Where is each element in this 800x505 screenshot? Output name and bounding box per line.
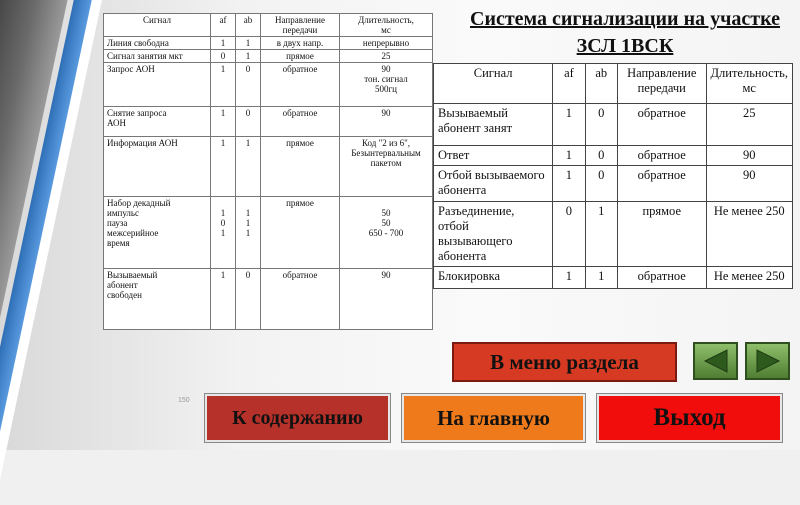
cell-duration: 90 — [706, 146, 793, 166]
header-duration: Длительность, мс — [706, 64, 793, 104]
cell-direction: обратное — [617, 267, 706, 289]
right-signal-table — [433, 63, 793, 289]
cell-signal: Информация АОН — [104, 137, 211, 197]
cell-af: 1 — [553, 166, 585, 202]
header-signal: Сигнал — [434, 64, 553, 104]
cell-signal: Вызываемый абонент свободен — [104, 269, 211, 330]
header-duration: Длительность, мс — [340, 14, 433, 37]
header-ab: ab — [585, 64, 617, 104]
section-menu-button[interactable]: В меню раздела — [452, 342, 677, 382]
cell-direction: прямое — [261, 197, 340, 269]
cell-duration: 50 50 650 - 700 — [340, 197, 433, 269]
cell-direction: обратное — [617, 166, 706, 202]
exit-button[interactable]: Выход — [597, 394, 782, 442]
table-row — [104, 269, 433, 330]
cell-duration: 90 — [340, 107, 433, 137]
table-row — [434, 166, 793, 202]
cell-ab: 1 — [236, 137, 261, 197]
cell-af: 1 — [211, 63, 236, 107]
table-row — [104, 50, 433, 63]
cell-af: 0 — [211, 50, 236, 63]
cell-ab: 0 — [585, 146, 617, 166]
table-header-row — [104, 14, 433, 37]
header-direction: Направление передачи — [261, 14, 340, 37]
cell-signal: Линия свободна — [104, 37, 211, 50]
cell-signal: Отбой вызываемого абонента — [434, 166, 553, 202]
header-af: af — [553, 64, 585, 104]
cell-ab: 1 — [585, 202, 617, 267]
left-signal-table — [103, 13, 433, 330]
table-row — [434, 104, 793, 146]
cell-duration: Не менее 250 — [706, 202, 793, 267]
table-row — [434, 267, 793, 289]
cell-signal: Снятие запроса АОН — [104, 107, 211, 137]
cell-signal: Набор декадный импульс пауза межсерийное время — [104, 197, 211, 269]
table-row — [434, 202, 793, 267]
cell-af: 1 — [211, 137, 236, 197]
cell-direction: обратное — [261, 269, 340, 330]
cell-ab: 0 — [236, 269, 261, 330]
cell-direction: прямое — [617, 202, 706, 267]
cell-signal: Вызываемый абонент занят — [434, 104, 553, 146]
page-number: 150 — [178, 397, 190, 404]
cell-ab: 1 — [236, 50, 261, 63]
cell-af: 1 — [211, 269, 236, 330]
cell-direction: прямое — [261, 137, 340, 197]
cell-direction: обратное — [617, 146, 706, 166]
table-row — [104, 107, 433, 137]
cell-direction: обратное — [261, 107, 340, 137]
cell-ab: 0 — [585, 166, 617, 202]
cell-ab: 0 — [236, 63, 261, 107]
cell-direction: прямое — [261, 50, 340, 63]
table-row — [104, 63, 433, 107]
header-direction: Направление передачи — [617, 64, 706, 104]
cell-duration: 25 — [706, 104, 793, 146]
table-row — [104, 137, 433, 197]
cell-direction: обратное — [617, 104, 706, 146]
table-row — [434, 146, 793, 166]
table-row — [104, 37, 433, 50]
table-header-row — [434, 64, 793, 104]
header-ab: ab — [236, 14, 261, 37]
cell-af: 1 — [553, 104, 585, 146]
cell-ab: 1 — [236, 37, 261, 50]
cell-af: 1 — [553, 146, 585, 166]
cell-signal: Ответ — [434, 146, 553, 166]
cell-duration: 90 — [706, 166, 793, 202]
cell-duration: 25 — [340, 50, 433, 63]
cell-duration: 90 тон. сигнал 500гц — [340, 63, 433, 107]
cell-signal: Сигнал занятия мкт — [104, 50, 211, 63]
cell-duration: Не менее 250 — [706, 267, 793, 289]
cell-signal: Запрос АОН — [104, 63, 211, 107]
cell-af: 1 — [553, 267, 585, 289]
cell-duration: Код "2 из 6", Безынтервальным пакетом — [340, 137, 433, 197]
cell-duration: 90 — [340, 269, 433, 330]
arrow-left-icon — [701, 348, 731, 374]
page-title: Система сигнализации на участке ЗСЛ 1ВСК — [470, 8, 780, 57]
cell-duration: непрерывно — [340, 37, 433, 50]
cell-ab: 1 — [585, 267, 617, 289]
next-slide-button[interactable] — [745, 342, 790, 380]
header-af: af — [211, 14, 236, 37]
arrow-right-icon — [753, 348, 783, 374]
cell-af: 1 — [211, 107, 236, 137]
cell-ab: 0 — [585, 104, 617, 146]
cell-af: 0 — [553, 202, 585, 267]
cell-ab: 0 — [236, 107, 261, 137]
cell-ab: 1 1 1 — [236, 197, 261, 269]
cell-af: 1 0 1 — [211, 197, 236, 269]
cell-signal: Блокировка — [434, 267, 553, 289]
cell-direction: в двух напр. — [261, 37, 340, 50]
table-row — [104, 197, 433, 269]
contents-button[interactable]: К содержанию — [205, 394, 390, 442]
prev-slide-button[interactable] — [693, 342, 738, 380]
cell-signal: Разъединение, отбой вызывающего абонента — [434, 202, 553, 267]
cell-direction: обратное — [261, 63, 340, 107]
header-signal: Сигнал — [104, 14, 211, 37]
home-button[interactable]: На главную — [402, 394, 585, 442]
cell-af: 1 — [211, 37, 236, 50]
